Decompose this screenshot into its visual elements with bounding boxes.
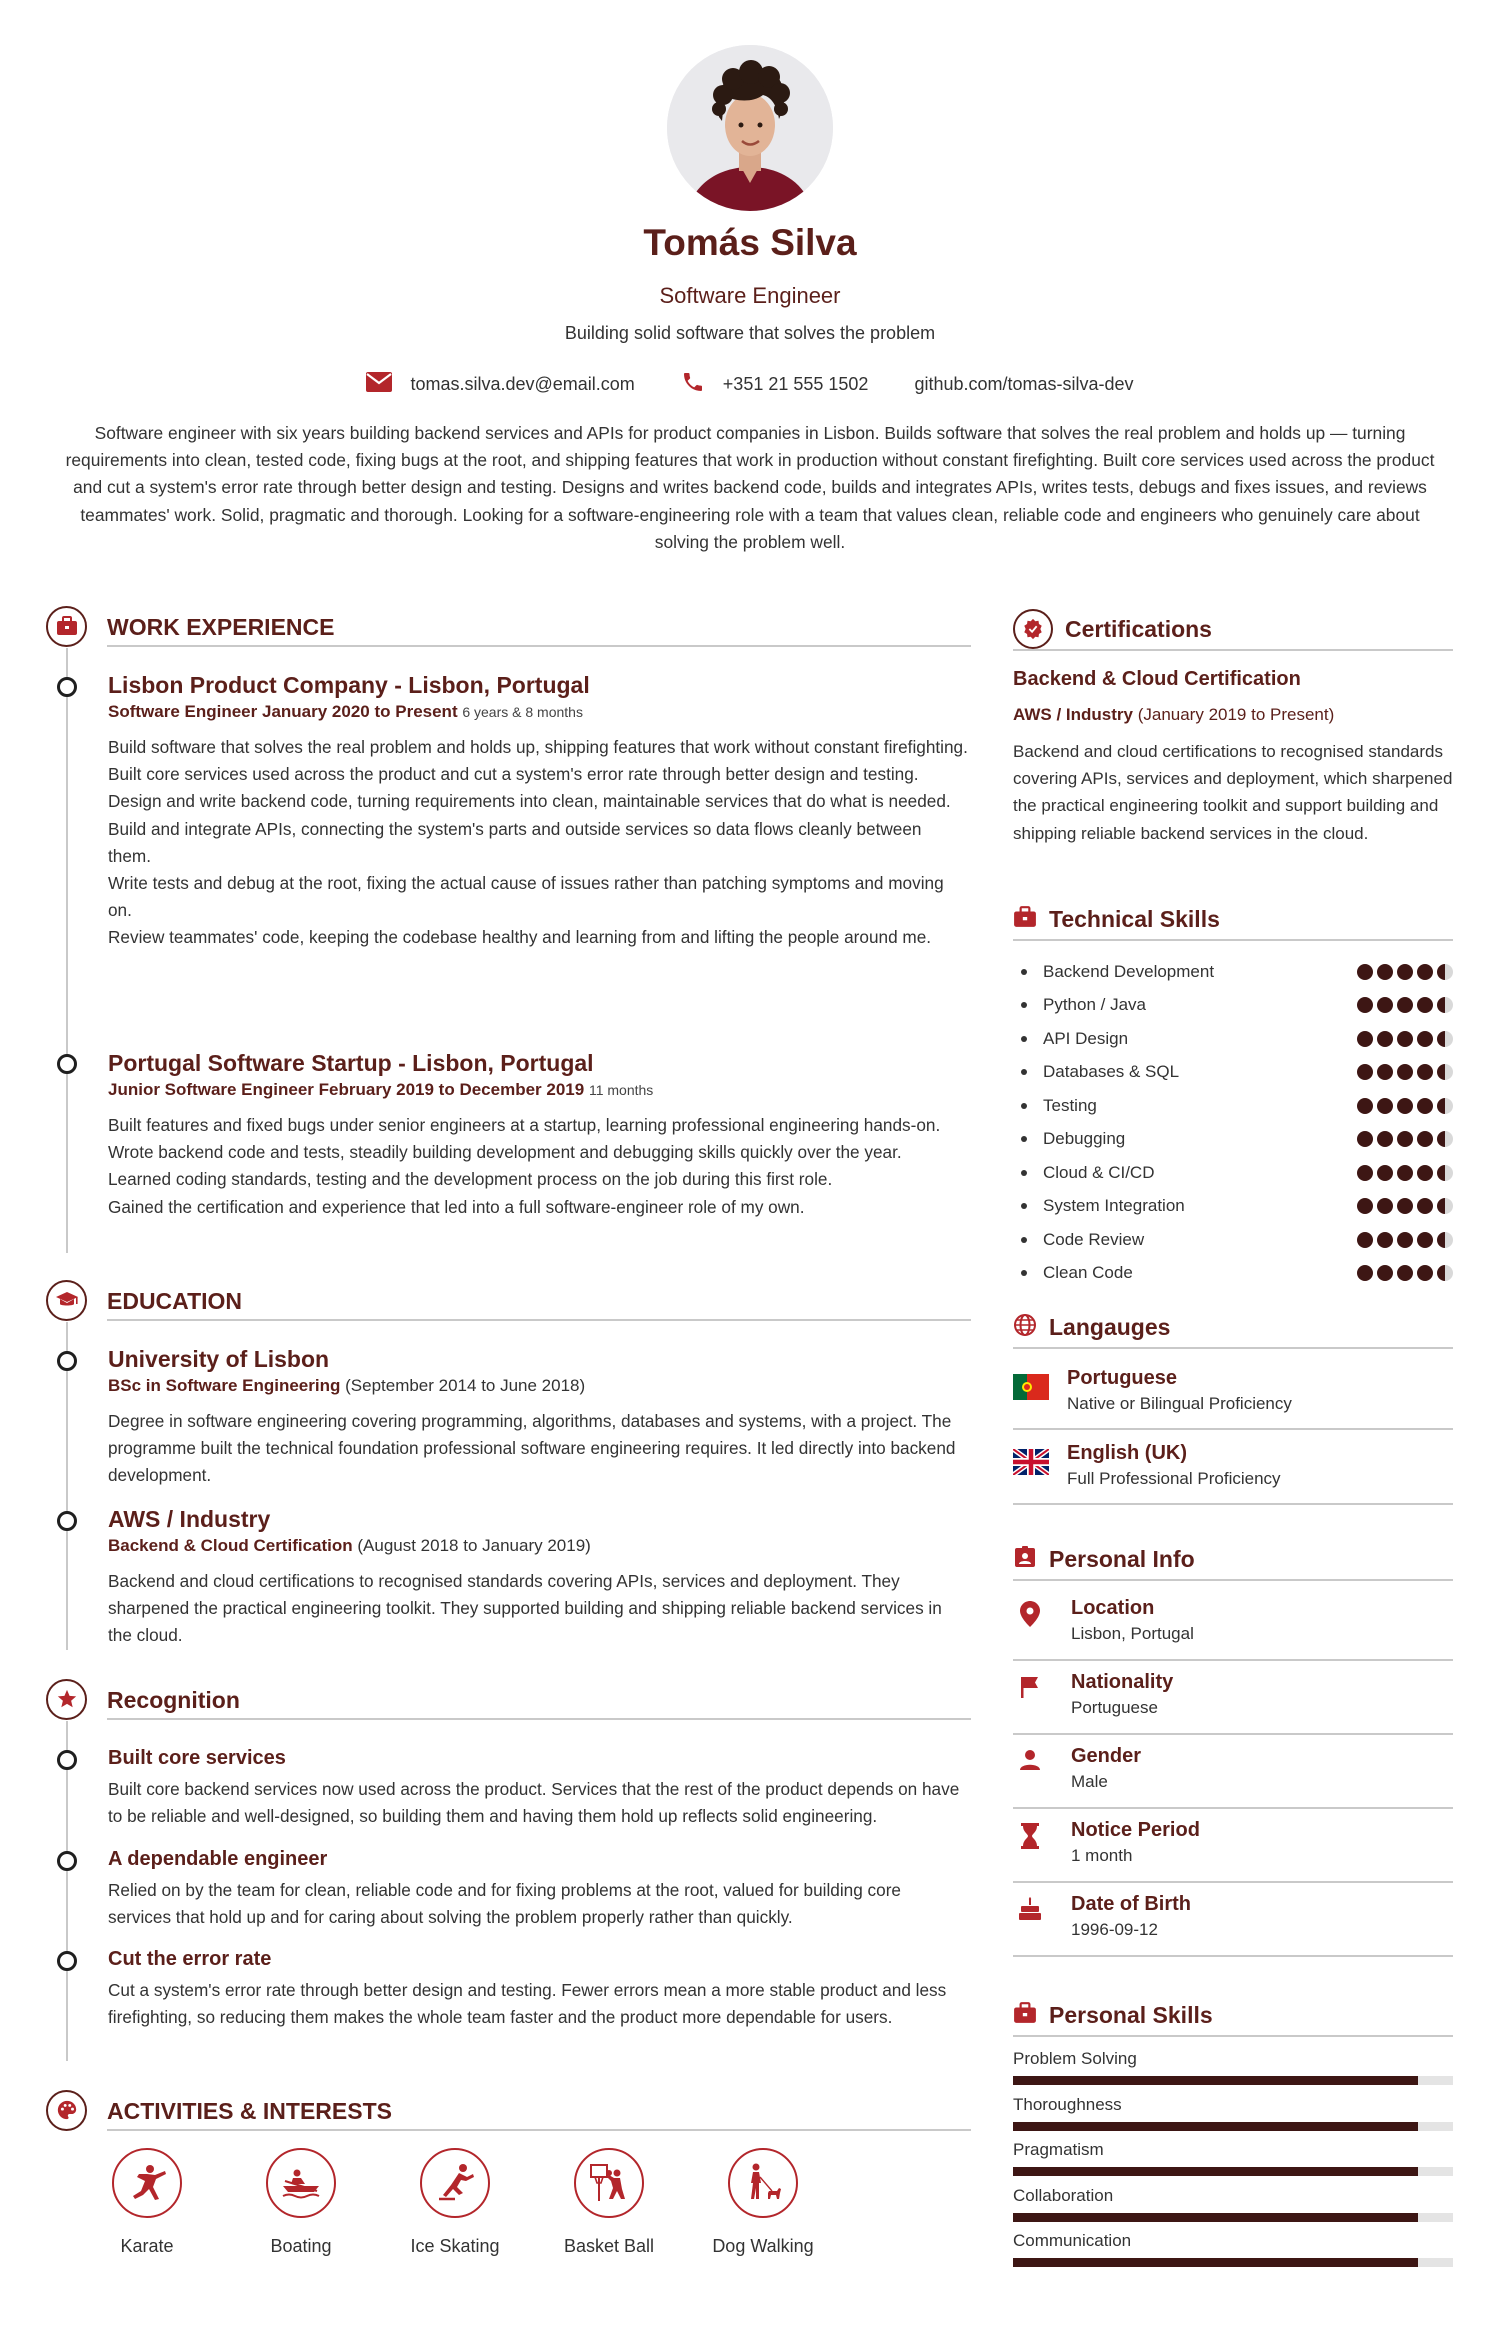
role-title: Junior Software Engineer	[108, 1080, 314, 1099]
bullet: Design and write backend code, turning requirements into clean, maintainable services that do what is needed.	[108, 791, 951, 812]
personal-skill-item	[1013, 2184, 1453, 2222]
degree-line	[108, 1534, 968, 1558]
rating-dot	[1397, 1232, 1413, 1248]
school-name: University of Lisbon	[108, 1346, 330, 1372]
bullet-point	[1021, 1002, 1027, 1008]
timeline-dot	[57, 677, 77, 697]
professional-summary: Software engineer with six years building backend services and APIs for product companies in Lisbon. Builds software that solves the real problem and holds up — turning requirements into clean, tested code, fixing bugs at the root, and shipping features that work in production without constant firefighting. Built core services used across the product and cut a system's error rate through better design and testing. Designs and writes backend code, builds and integrates APIs, writes tests, debugs and fixes issues, and reviews teammates' work. Solid, pragmatic and thorough. Looking for a software-engineering role with a team that values clean, reliable code and engineers who genuinely care about solving the problem well.	[65, 423, 1435, 552]
role-duration: 11 months	[588, 1082, 654, 1098]
education-description: Degree in software engineering covering programming, algorithms, databases and systems, with a project. The programme built the technical foundation professional software engineering requires. It led directly into backend development.	[108, 1411, 956, 1486]
skill-name: API Design	[1043, 1028, 1129, 1048]
id-card-icon	[1013, 1545, 1037, 1574]
skill-level-bar	[1013, 2122, 1453, 2131]
bullet: Write tests and debug at the root, fixing the actual cause of issues rather than patching symptoms and moving on.	[108, 873, 944, 921]
bullet-point	[1021, 1036, 1027, 1042]
rating-dot	[1437, 1098, 1453, 1114]
technical-skills-heading	[1013, 897, 1453, 941]
recognition-description: Built core backend services now used across the product. Services that the rest of the product depends on have to be reliable and well-designed, so building them and having them hold up reflects solid engineering.	[108, 1779, 960, 1827]
company-name: Lisbon Product Company - Lisbon, Portugal	[108, 672, 590, 698]
degree-dates: (September 2014 to June 2018)	[345, 1376, 586, 1395]
personal-skill-item	[1013, 2229, 1453, 2267]
certification-title: Backend & Cloud Certification	[1013, 668, 1301, 690]
basketball-icon	[574, 2148, 644, 2218]
skill-rating	[1357, 1098, 1453, 1114]
bullet-point	[1021, 1170, 1027, 1176]
rating-dot	[1377, 1165, 1393, 1181]
degree-dates: (August 2018 to January 2019)	[357, 1536, 591, 1555]
bullet: Review teammates' code, keeping the codebase healthy and learning from and lifting the people around me.	[108, 927, 932, 948]
skill-name: Pragmatism	[1013, 2140, 1104, 2159]
role-bullets	[108, 734, 968, 952]
location-pin-icon	[1017, 1601, 1043, 1627]
language-level: Full Professional Proficiency	[1067, 1469, 1281, 1488]
skill-rating	[1357, 1198, 1453, 1214]
technical-skill-item	[1013, 1056, 1453, 1090]
rating-dot	[1357, 1165, 1373, 1181]
skill-name: Code Review	[1043, 1229, 1145, 1249]
rating-dot	[1417, 997, 1433, 1013]
award-star-icon	[46, 1679, 87, 1720]
role-line	[108, 700, 968, 724]
section-title: EDUCATION	[107, 1288, 971, 1321]
rating-dot	[1357, 1265, 1373, 1281]
language-level: Native or Bilingual Proficiency	[1067, 1394, 1292, 1413]
personal-info-item	[1013, 1883, 1453, 1957]
skill-level-bar	[1013, 2258, 1453, 2267]
email-text[interactable]: tomas.silva.dev@email.com	[410, 374, 635, 394]
dog-walking-icon	[728, 2148, 798, 2218]
bullet-point	[1021, 1103, 1027, 1109]
skill-level-bar	[1013, 2076, 1453, 2085]
skill-rating	[1357, 1031, 1453, 1047]
technical-skills-list	[1013, 955, 1453, 1290]
role-dates: February 2019 to December 2019	[318, 1080, 585, 1099]
karate-icon	[112, 2148, 182, 2218]
rating-dot	[1437, 1265, 1453, 1281]
activity-label: Dog Walking	[712, 2236, 814, 2256]
certification-issuer-line	[1013, 705, 1334, 725]
rating-dot	[1397, 1165, 1413, 1181]
section-title: Technical Skills	[1049, 905, 1220, 932]
recognition-description: Cut a system's error rate through better design and testing. Fewer errors mean a more stable product and less firefighting, so reducing them makes the whole team faster and the product more dependable for users.	[108, 1980, 947, 2028]
work-experience-heading	[46, 604, 971, 648]
palette-icon	[46, 2090, 87, 2131]
github-link[interactable]: github.com/tomas-silva-dev	[914, 374, 1134, 394]
section-title: WORK EXPERIENCE	[107, 614, 971, 647]
rating-dot	[1397, 1098, 1413, 1114]
recognition-entry	[108, 1945, 968, 2031]
info-value: Lisbon, Portugal	[1071, 1624, 1194, 1643]
rating-dot	[1437, 1064, 1453, 1080]
role-title: Software Engineer	[108, 702, 258, 721]
skill-level-fill	[1013, 2213, 1418, 2222]
timeline-line	[66, 648, 68, 1253]
phone-icon	[681, 370, 705, 399]
rating-dot	[1437, 997, 1453, 1013]
candidate-title: Software Engineer	[659, 283, 841, 308]
bullet: Built features and fixed bugs under senior engineers at a startup, learning professional engineering hands-on.	[108, 1115, 941, 1135]
globe-icon	[1013, 1313, 1037, 1342]
uk-flag	[1013, 1449, 1049, 1475]
rating-dot	[1377, 1098, 1393, 1114]
recognition-description: Relied on by the team for clean, reliable code and for fixing problems at the root, valued for building core services that hold up and for caring about solving the problem properly rather than quickly.	[108, 1880, 901, 1928]
info-value: Male	[1071, 1772, 1108, 1791]
github-contact[interactable]	[914, 374, 1133, 395]
briefcase-icon	[1013, 906, 1037, 933]
activities-heading	[46, 2088, 971, 2132]
activity-item	[224, 2148, 378, 2257]
timeline-dot	[57, 1351, 77, 1371]
rating-dot	[1437, 1232, 1453, 1248]
personal-info-item	[1013, 1735, 1453, 1809]
role-dates: January 2020 to Present	[262, 702, 458, 721]
rating-dot	[1397, 1131, 1413, 1147]
rating-dot	[1417, 964, 1433, 980]
phone-contact[interactable]	[681, 370, 869, 399]
recognition-entry	[108, 1744, 968, 1830]
rating-dot	[1357, 1198, 1373, 1214]
language-item	[1013, 1431, 1453, 1505]
education-entry	[108, 1504, 968, 1650]
work-entry	[108, 670, 968, 952]
personal-info-heading	[1013, 1537, 1453, 1581]
education-entry	[108, 1344, 968, 1490]
activity-item	[70, 2148, 224, 2257]
technical-skill-item	[1013, 1156, 1453, 1190]
skill-rating	[1357, 997, 1453, 1013]
bullet: Wrote backend code and tests, steadily building development and debugging skills quickly over the year.	[108, 1142, 902, 1163]
rating-dot	[1417, 1165, 1433, 1181]
skill-name: Problem Solving	[1013, 2049, 1137, 2068]
timeline-dot	[57, 1750, 77, 1770]
rating-dot	[1357, 1098, 1373, 1114]
rating-dot	[1357, 1064, 1373, 1080]
rating-dot	[1397, 1198, 1413, 1214]
education-heading	[46, 1278, 971, 1322]
skill-level-fill	[1013, 2076, 1418, 2085]
bullet-point	[1021, 969, 1027, 975]
technical-skill-item	[1013, 1257, 1453, 1291]
skill-rating	[1357, 1232, 1453, 1248]
email-contact[interactable]	[366, 372, 634, 397]
skill-name: Communication	[1013, 2231, 1132, 2250]
rating-dot	[1377, 1265, 1393, 1281]
section-divider	[1013, 649, 1453, 651]
activities-list	[70, 2148, 840, 2257]
cake-icon	[1017, 1897, 1043, 1921]
rating-dot	[1437, 1031, 1453, 1047]
certifications-heading	[1013, 607, 1453, 651]
section-title: Recognition	[107, 1687, 971, 1720]
hourglass-icon	[1017, 1823, 1043, 1849]
rating-dot	[1357, 1232, 1373, 1248]
timeline-dot	[57, 1511, 77, 1531]
personal-skill-item	[1013, 2138, 1453, 2176]
personal-skills-heading	[1013, 1993, 1453, 2037]
skill-name: Thoroughness	[1013, 2094, 1122, 2114]
skill-name: Backend Development	[1043, 961, 1215, 981]
skill-level-bar	[1013, 2167, 1453, 2176]
rating-dot	[1397, 997, 1413, 1013]
rating-dot	[1377, 1198, 1393, 1214]
activity-item	[532, 2148, 686, 2257]
certification-dates: (January 2019 to Present)	[1137, 705, 1335, 724]
rating-dot	[1417, 1031, 1433, 1047]
technical-skill-item	[1013, 955, 1453, 989]
info-label: Notice Period	[1071, 1819, 1200, 1841]
skill-level-bar	[1013, 2213, 1453, 2222]
rating-dot	[1377, 1064, 1393, 1080]
recognition-title: Built core services	[108, 1747, 286, 1769]
certificate-badge-icon	[1013, 609, 1053, 649]
rating-dot	[1417, 1131, 1433, 1147]
activity-label: Boating	[270, 2236, 332, 2256]
skill-rating	[1357, 1265, 1453, 1281]
timeline-line	[66, 1721, 68, 2061]
rating-dot	[1377, 1232, 1393, 1248]
graduation-cap-icon	[46, 1280, 87, 1321]
briefcase-icon	[1013, 2002, 1037, 2029]
certification-issuer: AWS / Industry	[1013, 705, 1133, 724]
role-bullets	[108, 1112, 968, 1221]
section-title: Langauges	[1049, 1313, 1171, 1340]
bullet-point	[1021, 1270, 1027, 1276]
contact-bar	[0, 370, 1500, 399]
section-divider	[1013, 2035, 1453, 2037]
briefcase-icon	[46, 606, 87, 647]
rating-dot	[1437, 1165, 1453, 1181]
rating-dot	[1417, 1265, 1433, 1281]
personal-skill-item	[1013, 2093, 1453, 2131]
info-label: Nationality	[1071, 1671, 1174, 1693]
technical-skill-item	[1013, 1190, 1453, 1224]
bullet-point	[1021, 1237, 1027, 1243]
candidate-name: Tomás Silva	[643, 222, 857, 263]
bullet: Gained the certification and experience that led into a full software-engineer role of my own.	[108, 1196, 805, 1217]
technical-skill-item	[1013, 1022, 1453, 1056]
bullet: Build software that solves the real problem and holds up, shipping features that work without constant firefighting.	[108, 737, 968, 757]
section-divider	[1013, 939, 1453, 941]
technical-skill-item	[1013, 1223, 1453, 1257]
bullet-point	[1021, 1136, 1027, 1142]
skill-name: Cloud & CI/CD	[1043, 1162, 1155, 1182]
skill-level-fill	[1013, 2122, 1418, 2131]
skill-name: Collaboration	[1013, 2185, 1114, 2205]
skill-name: Testing	[1043, 1095, 1097, 1115]
rating-dot	[1357, 1131, 1373, 1147]
activity-label: Basket Ball	[563, 2236, 655, 2256]
timeline-dot	[57, 1851, 77, 1871]
email-icon	[366, 372, 392, 397]
degree-title: Backend & Cloud Certification	[108, 1536, 353, 1555]
skill-name: Python / Java	[1043, 995, 1147, 1015]
languages-heading	[1013, 1305, 1453, 1349]
skill-name: Clean Code	[1043, 1263, 1133, 1283]
activity-item	[686, 2148, 840, 2257]
skill-rating	[1357, 1064, 1453, 1080]
skill-level-fill	[1013, 2167, 1418, 2176]
timeline-dot	[57, 1054, 77, 1074]
info-value: 1996-09-12	[1071, 1920, 1158, 1939]
rating-dot	[1417, 1064, 1433, 1080]
profile-photo	[667, 45, 833, 211]
skill-name: Databases & SQL	[1043, 1062, 1180, 1082]
recognition-title: A dependable engineer	[108, 1848, 328, 1870]
skill-rating	[1357, 1165, 1453, 1181]
rating-dot	[1377, 1031, 1393, 1047]
degree-title: BSc in Software Engineering	[108, 1376, 341, 1395]
ice-skating-icon	[420, 2148, 490, 2218]
rating-dot	[1397, 1265, 1413, 1281]
personal-skill-item	[1013, 2047, 1453, 2085]
rating-dot	[1437, 1198, 1453, 1214]
activity-label: Ice Skating	[410, 2236, 500, 2256]
skill-rating	[1357, 964, 1453, 980]
rating-dot	[1437, 964, 1453, 980]
bullet: Built core services used across the product and cut a system's error rate through better design and testing.	[108, 764, 919, 785]
certification-description: Backend and cloud certifications to recognised standards covering APIs, services and deployment, which sharpened the practical engineering toolkit and support building and shipping reliable backend services in the cloud.	[1013, 742, 1453, 843]
recognition-entry	[108, 1845, 968, 1931]
boating-icon	[266, 2148, 336, 2218]
section-title: ACTIVITIES & INTERESTS	[107, 2098, 971, 2131]
activity-label: Karate	[120, 2236, 174, 2256]
rating-dot	[1397, 1031, 1413, 1047]
recognition-heading	[46, 1677, 971, 1721]
timeline-dot	[57, 1951, 77, 1971]
info-value: 1 month	[1071, 1846, 1133, 1865]
personal-info-item	[1013, 1587, 1453, 1661]
personal-info-item	[1013, 1661, 1453, 1735]
degree-line	[108, 1374, 968, 1398]
rating-dot	[1417, 1098, 1433, 1114]
portugal-flag	[1013, 1374, 1049, 1400]
person-icon	[1017, 1749, 1043, 1771]
rating-dot	[1417, 1232, 1433, 1248]
role-line	[108, 1078, 968, 1102]
personal-info-item	[1013, 1809, 1453, 1883]
bullet-point	[1021, 1203, 1027, 1209]
bullet: Learned coding standards, testing and the development process on the job during this first role.	[108, 1169, 833, 1190]
language-name: English (UK)	[1067, 1442, 1187, 1464]
rating-dot	[1397, 964, 1413, 980]
info-label: Gender	[1071, 1745, 1142, 1767]
language-item	[1013, 1356, 1453, 1430]
skill-level-fill	[1013, 2258, 1418, 2267]
school-name: AWS / Industry	[108, 1506, 271, 1532]
section-divider	[1013, 1347, 1453, 1349]
info-value: Portuguese	[1071, 1698, 1158, 1717]
education-description: Backend and cloud certifications to recognised standards covering APIs, services and deployment. They sharpened the practical engineering toolkit. They supported building and shipping reliable backend services in the cloud.	[108, 1571, 942, 1646]
rating-dot	[1437, 1131, 1453, 1147]
language-name: Portuguese	[1067, 1367, 1178, 1389]
recognition-title: Cut the error rate	[108, 1948, 272, 1970]
skill-name: Debugging	[1043, 1129, 1126, 1149]
skill-rating	[1357, 1131, 1453, 1147]
bullet: Build and integrate APIs, connecting the system's parts and outside services so data flows cleanly between them.	[108, 818, 922, 866]
bullet-point	[1021, 1069, 1027, 1075]
section-divider	[1013, 1579, 1453, 1581]
rating-dot	[1357, 964, 1373, 980]
section-title: Personal Info	[1049, 1545, 1195, 1572]
technical-skill-item	[1013, 1089, 1453, 1123]
work-entry	[108, 1048, 968, 1221]
timeline-line	[66, 1322, 68, 1650]
rating-dot	[1357, 1031, 1373, 1047]
rating-dot	[1377, 997, 1393, 1013]
company-name: Portugal Software Startup - Lisbon, Portugal	[108, 1050, 594, 1076]
candidate-tagline: Building solid software that solves the problem	[564, 323, 936, 343]
rating-dot	[1417, 1198, 1433, 1214]
rating-dot	[1357, 997, 1373, 1013]
info-label: Date of Birth	[1071, 1893, 1191, 1915]
rating-dot	[1397, 1064, 1413, 1080]
info-label: Location	[1071, 1597, 1155, 1619]
flag-icon	[1017, 1675, 1043, 1699]
technical-skill-item	[1013, 989, 1453, 1023]
skill-name: System Integration	[1043, 1196, 1185, 1216]
phone-text[interactable]: +351 21 555 1502	[722, 374, 869, 394]
section-title: Personal Skills	[1049, 2001, 1213, 2028]
role-duration: 6 years & 8 months	[462, 704, 583, 720]
rating-dot	[1377, 1131, 1393, 1147]
rating-dot	[1377, 964, 1393, 980]
technical-skill-item	[1013, 1123, 1453, 1157]
activity-item	[378, 2148, 532, 2257]
section-title: Certifications	[1065, 615, 1212, 642]
